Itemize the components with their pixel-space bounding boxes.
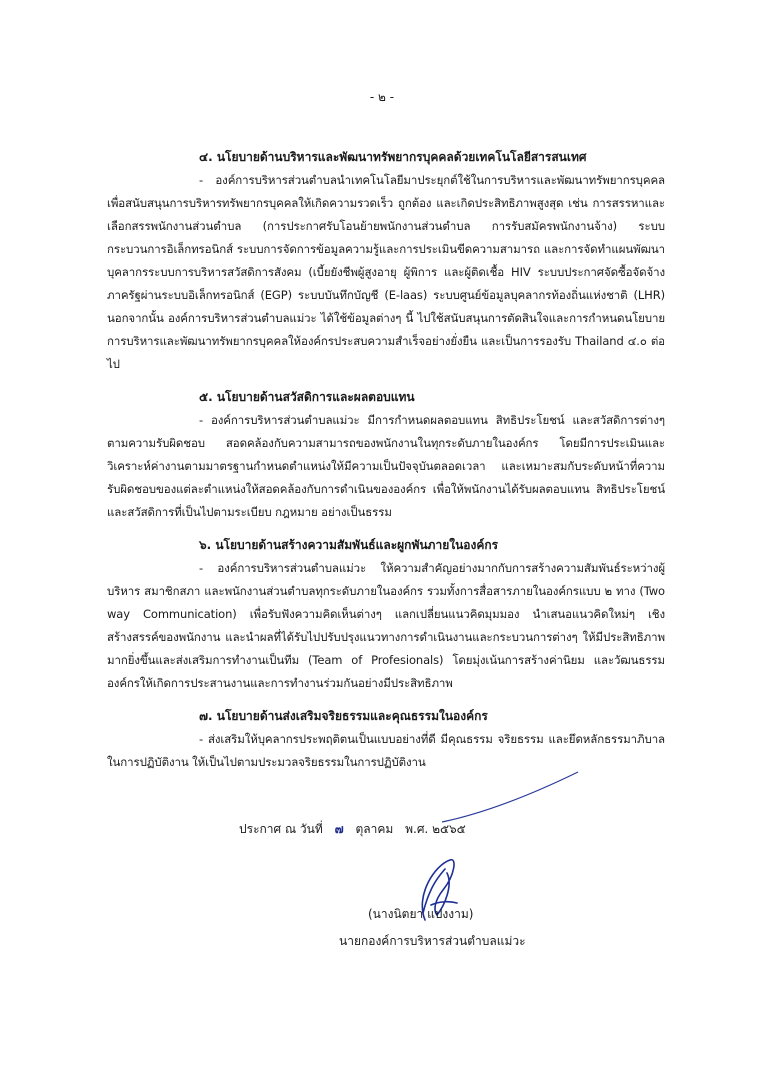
page-number: - ๒ - (369, 90, 395, 104)
policy-section-7 (107, 705, 665, 774)
signer-title: นายกองค์การบริหารส่วนตำบลแม่วะ (339, 934, 526, 948)
section-paragraph: - องค์การบริหารส่วนตำบลแม่วะ ให้ความสำคัญอย่างมากกับการสร้างความสัมพันธ์ระหว่างผู้บริหาร สมาชิกสภา และพนักงานส่วนตำบลทุกระดับภายในองค์กร รวมทั้งการสื่อสารภายในองค์กรแบบ ๒ ทาง (Two way Communication) เพื่อรับฟังความคิดเห็นต่างๆ แลกเปลี่ยนแนวคิดมุมมอง นำเสนอแนวคิดใหม่ๆ เชิงสร้างสรรค์ของพนักงาน และนำผลที่ได้รับไปปรับปรุงแนวทางการดำเนินงานและกระบวนการต่างๆ ให้มีประสิทธิภาพมากยิ่งขึ้นและส่งเสริมการทำงานเป็นทีม (Team of Profesionals) โดยมุ่งเน้นการสร้างค่านิยม และวัฒนธรรมองค์กรให้เกิดการประสานงานและการทำงานร่วมกันอย่างมีประสิทธิภาพ (107, 561, 665, 690)
section-heading: ๔. นโยบายด้านบริหารและพัฒนาทรัพยากรบุคคลด้วยเทคโนโลยีสารสนเทศ (199, 150, 587, 164)
signature-stroke (440, 770, 580, 830)
section-heading: ๕. นโยบายด้านสวัสดิการและผลตอบแทน (199, 390, 415, 404)
announcement-year: พ.ศ. ๒๕๖๕ (405, 822, 466, 836)
section-heading: ๖. นโยบายด้านสร้างความสัมพันธ์และผูกพันภายในองค์กร (199, 538, 499, 552)
section-paragraph: - ส่งเสริมให้บุคลากรประพฤติตนเป็นแบบอย่างที่ดี มีคุณธรรม จริยธรรม และยึดหลักธรรมาภิบาลในการปฏิบัติงาน ให้เป็นไปตามประมวลจริยธรรมในการปฏิบัติงาน (107, 732, 665, 769)
policy-section-5 (107, 386, 665, 524)
policy-section-6 (107, 534, 665, 695)
announcement-month: ตุลาคม (355, 822, 394, 836)
document-body (107, 146, 665, 784)
section-paragraph: - องค์การบริหารส่วนตำบลนำเทคโนโลยีมาประยุกต์ใช้ในการบริหารและพัฒนาทรัพยากรบุคคล เพื่อสนับสนุนการบริหารทรัพยากรบุคคลให้เกิดความรวดเร็ว ถูกต้อง และเกิดประสิทธิภาพสูงสุด เช่น การสรรหาและเลือกสรรพนักงานส่วนตำบล (การประกาศรับโอนย้ายพนักงานส่วนตำบล การรับสมัครพนักงานจ้าง) ระบบกระบวนการอิเล็กทรอนิกส์ ระบบการจัดการข้อมูลความรู้และการประเมินขีดความสามารถ และการจัดทำแผนพัฒนาบุคลากรระบบการบริหารสวัสดิการสังคม (เบี้ยยังชีพผู้สูงอายุ ผู้พิการ และผู้ติดเชื้อ HIV ระบบประกาศจัดซื้อจัดจ้างภาครัฐผ่านระบบอิเล็กทรอนิกส์ (EGP) ระบบบันทึกบัญชี (E-laas) ระบบศูนย์ข้อมูลบุคลากรท้องถิ่นแห่งชาติ (LHR) นอกจากนั้น องค์การบริหารส่วนตำบลแม่วะ ได้ใช้ข้อมูลต่างๆ นี้ ไปใช้สนับสนุนการตัดสินใจและการกำหนดนโยบายการบริหารและพัฒนาทรัพยากรบุคคลให้องค์กรประสบความสำเร็จอย่างยั่งยืน และเป็นการรองรับ Thailand ๔.๐ ต่อไป (107, 173, 665, 371)
announcement-date (239, 820, 474, 839)
section-paragraph: - องค์การบริหารส่วนตำบลแม่วะ มีการกำหนดผลตอบแทน สิทธิประโยชน์ และสวัสดิการต่างๆ ตามความรับผิดชอบ สอดคล้องกับความสามารถของพนักงานในทุกระดับภายในองค์กร โดยมีการประเมินและวิเคราะห์ค่างานตามมาตรฐานกำหนดตำแหน่งให้มีความเป็นปัจจุบันตลอดเวลา และเหมาะสมกับระดับหน้าที่ความรับผิดชอบของแต่ละตำแหน่งให้สอดคล้องกับการดำเนินขององค์กร เพื่อให้พนักงานได้รับผลตอบแทน สิทธิประโยชน์และสวัสดิการที่เป็นไปตามระเบียบ กฎหมาย อย่างเป็นธรรม (107, 413, 665, 519)
section-heading: ๗. นโยบายด้านส่งเสริมจริยธรรมและคุณธรรมในองค์กร (199, 709, 488, 723)
policy-section-4 (107, 146, 665, 376)
signer-name: (นางนิตยา แปงงาม) (368, 907, 474, 921)
announcement-prefix: ประกาศ ณ วันที่ (239, 822, 323, 836)
announcement-day: ๗ (334, 822, 344, 836)
